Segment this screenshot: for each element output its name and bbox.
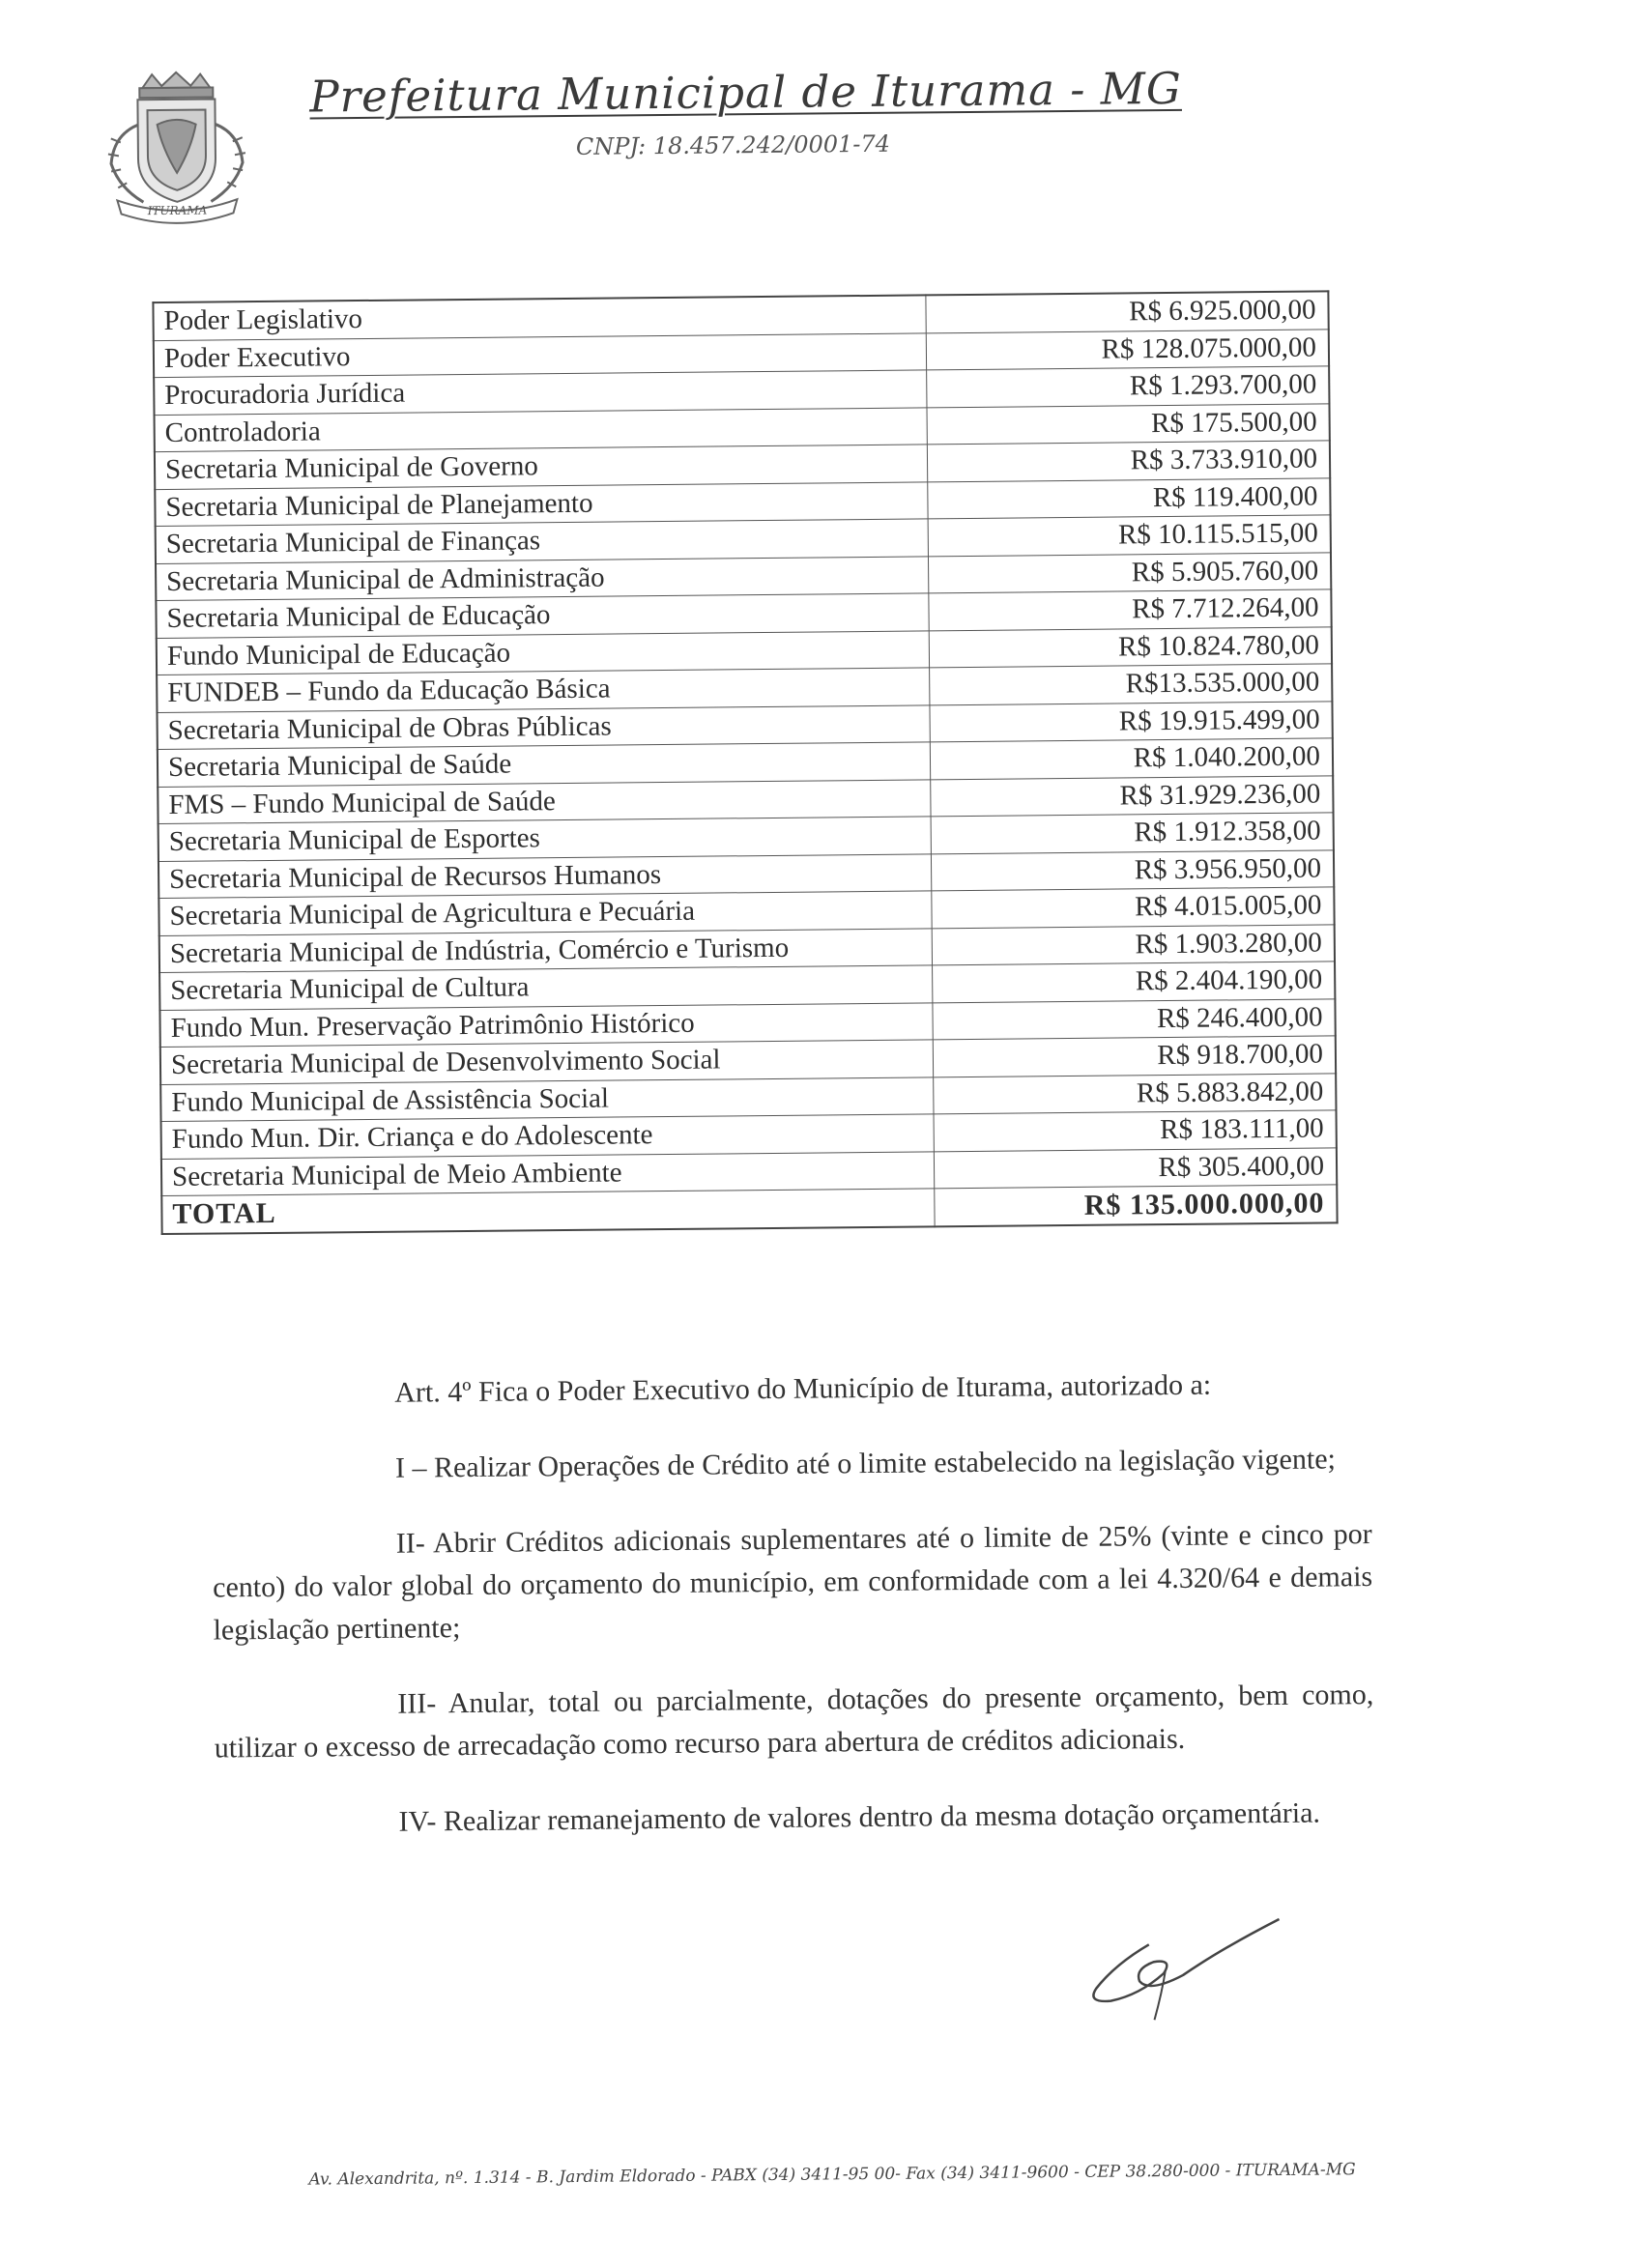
row-value: R$ 918.700,00 <box>933 1036 1336 1077</box>
row-value: R$ 119.400,00 <box>928 477 1331 518</box>
row-value: R$ 5.905.760,00 <box>928 552 1331 592</box>
row-value: R$ 19.915.499,00 <box>930 701 1333 741</box>
row-label: Fundo Mun. Preservação Patrimônio Histórico <box>159 1002 933 1047</box>
budget-table <box>152 290 1338 1234</box>
total-label: TOTAL <box>161 1189 935 1234</box>
row-label: Procuradoria Jurídica <box>154 370 927 415</box>
article-item-1: I – Realizar Operações de Crédito até o limite estabelecido na legislação vigente; <box>394 1443 1337 1484</box>
row-value: R$ 6.925.000,00 <box>926 291 1329 332</box>
row-value: R$ 1.293.700,00 <box>927 366 1330 407</box>
municipal-seal-icon <box>99 66 255 232</box>
row-label: Secretaria Municipal de Cultura <box>159 965 933 1010</box>
row-value: R$ 5.883.842,00 <box>934 1073 1337 1113</box>
row-label: Secretaria Municipal de Saúde <box>158 742 931 787</box>
row-value: R$ 2.404.190,00 <box>933 962 1336 1002</box>
row-value: R$ 10.115.515,00 <box>928 515 1331 556</box>
article-item-4: IV- Realizar remanejamento de valores dentro da mesma dotação orçamentária. <box>398 1796 1321 1838</box>
article-item-2: II- Abrir Créditos adicionais suplementares até o limite de 25% (vinte e cinco por cento) do valor global do orçamento do município, em conformidade com a lei 4.320/64 e demais legislação pertinente; <box>213 1518 1373 1647</box>
row-label: Secretaria Municipal de Agricultura e Pecuária <box>159 891 932 935</box>
row-value: R$ 7.712.264,00 <box>929 589 1332 630</box>
row-label: Fundo Mun. Dir. Criança e do Adolescente <box>161 1114 935 1159</box>
row-label: Secretaria Municipal de Desenvolvimento Social <box>160 1040 934 1084</box>
row-value: R$13.535.000,00 <box>930 664 1333 704</box>
row-label: Fundo Municipal de Assistência Social <box>160 1077 934 1121</box>
row-value: R$ 1.040.200,00 <box>930 738 1333 779</box>
page-title: Prefeitura Municipal de Iturama - MG <box>309 62 1183 123</box>
row-label: Secretaria Municipal de Educação <box>156 593 929 638</box>
row-label: Secretaria Municipal de Finanças <box>156 519 929 563</box>
row-label: Secretaria Municipal de Esportes <box>159 817 932 861</box>
row-value: R$ 10.824.780,00 <box>929 626 1332 667</box>
budget-table-body <box>153 291 1337 1233</box>
row-label: Poder Legislativo <box>153 295 926 340</box>
row-label: Controladoria <box>155 407 928 451</box>
row-label: FUNDEB – Fundo da Educação Básica <box>157 668 930 712</box>
article-item-3: III- Anular, total ou parcialmente, dotações do presente orçamento, bem como, utilizar o excesso de arrecadação como recurso para abertura de créditos adicionais. <box>214 1679 1374 1765</box>
article-text <box>211 1363 1375 1878</box>
row-label: Secretaria Municipal de Obras Públicas <box>157 704 930 749</box>
total-value: R$ 135.000.000,00 <box>935 1185 1338 1226</box>
row-label: Secretaria Municipal de Administração <box>156 556 929 600</box>
row-value: R$ 305.400,00 <box>934 1147 1337 1188</box>
row-value: R$ 175.500,00 <box>927 403 1330 444</box>
row-value: R$ 1.912.358,00 <box>931 813 1334 853</box>
row-label: Fundo Municipal de Educação <box>157 630 930 675</box>
row-label: Secretaria Municipal de Recursos Humanos <box>159 853 932 898</box>
svg-text:ITURAMA: ITURAMA <box>147 203 208 218</box>
row-value: R$ 1.903.280,00 <box>932 924 1335 964</box>
row-label: Poder Executivo <box>154 332 927 377</box>
row-value: R$ 3.956.950,00 <box>931 849 1334 890</box>
row-value: R$ 246.400,00 <box>933 998 1336 1039</box>
row-label: FMS – Fundo Municipal de Saúde <box>158 779 931 823</box>
footer-address: Av. Alexandrita, nº. 1.314 - B. Jardim Eldorado - PABX (34) 3411-95 00- Fax (34) 3411-9600 - CEP 38.280-000 - ITURAMA-MG <box>308 2160 1356 2190</box>
row-value: R$ 4.015.005,00 <box>932 887 1335 928</box>
cnpj-line: CNPJ: 18.457.242/0001-74 <box>575 129 891 160</box>
row-label: Secretaria Municipal de Planejamento <box>155 481 928 526</box>
handwritten-signature <box>1056 1905 1309 2032</box>
row-value: R$ 183.111,00 <box>934 1110 1337 1151</box>
article-intro: Art. 4º Fica o Poder Executivo do Município de Iturama, autorizado a: <box>394 1368 1212 1409</box>
row-label: Secretaria Municipal de Indústria, Comércio e Turismo <box>159 928 933 972</box>
row-label: Secretaria Municipal de Governo <box>155 445 928 489</box>
row-value: R$ 128.075.000,00 <box>926 329 1329 369</box>
row-value: R$ 3.733.910,00 <box>927 441 1330 481</box>
row-value: R$ 31.929.236,00 <box>931 775 1334 816</box>
row-label: Secretaria Municipal de Meio Ambiente <box>161 1151 935 1195</box>
